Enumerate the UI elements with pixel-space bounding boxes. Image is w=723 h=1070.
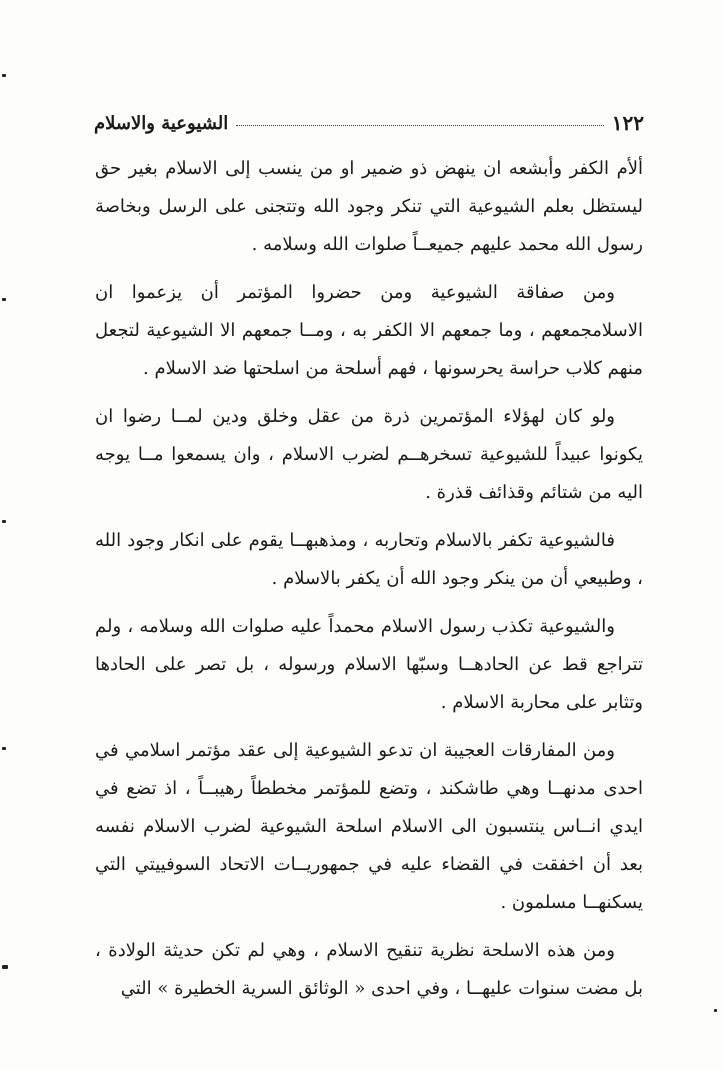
scan-mark bbox=[2, 747, 6, 750]
paragraph-6: ومن المفارقات العجيبة ان تدعو الشيوعية إلى عقد مؤتمر اسلامي في احدى مدنهــا وهي طاشكند ، وتضع للمؤتمر مخططاً رهيبــاً ، اذ تضع في ايدي انــاس ينتسبون الى الاسلام اسلحة الشيوعية لضرب الاسلام نفسه بعد أن اخفقت في القضاء عليه في جمهوريــات الاتحاد السوفييتي التي يسكنهــا مسلمون . bbox=[95, 740, 643, 913]
running-title: الشيوعية والاسلام bbox=[94, 112, 229, 134]
header-dotted-leader bbox=[236, 125, 603, 126]
paragraph-1: ألأم الكفر وأبشعه ان ينهض ذو ضمير او من ينسب إلى الاسلام بغير حق ليستظل بعلم الشيوعية التي تنكر وجود الله وتتجنى على الرسل وبخاصة رسول الله محمد عليهم جميعــاً صلوات الله وسلامه . bbox=[95, 158, 643, 255]
paragraph-2: ومن صفاقة الشيوعية ومن حضروا المؤتمر أن يزعموا ان الاسلامجمعهم ، وما جمعهم الا الكفر به ، ومــا جمعهم الا الشيوعية لتجعل منهم كلاب حراسة يحرسونها ، فهم أسلحة من اسلحتها ضد الاسلام . bbox=[95, 282, 643, 379]
scan-mark bbox=[2, 298, 6, 301]
scan-mark bbox=[2, 965, 8, 969]
page-body bbox=[95, 150, 643, 1018]
scan-mark bbox=[2, 520, 6, 523]
paragraph-3: ولو كان لهؤلاء المؤتمرين ذرة من عقل وخلق ودين لمــا رضوا ان يكونوا عبيداً للشيوعية تسخرهــم لضرب الاسلام ، وان يسمعوا مــا يوجه اليه من شتائم وقذائف قذرة . bbox=[95, 406, 643, 503]
paragraph-5: والشيوعية تكذب رسول الاسلام محمداً عليه صلوات الله وسلامه ، ولم تتراجع قط عن الحادهــا وسبّها الاسلام ورسوله ، بل تصر على الحادها وتثابر على محاربة الاسلام . bbox=[95, 616, 643, 713]
scan-mark bbox=[2, 74, 6, 77]
scan-mark bbox=[714, 1009, 717, 1012]
page-number: ١٢٢ bbox=[611, 111, 644, 135]
paragraph-4: فالشيوعية تكفر بالاسلام وتحاربه ، ومذهبهــا يقوم على انكار وجود الله ، وطبيعي أن من ينكر وجود الله أن يكفر بالاسلام . bbox=[95, 530, 643, 589]
paragraph-7: ومن هذه الاسلحة نظرية تنقيح الاسلام ، وهي لم تكن حديثة الولادة ، بل مضت سنوات عليهــا ، وفي احدى « الوثائق السرية الخطيرة » التي bbox=[95, 940, 643, 999]
page-header bbox=[94, 108, 644, 138]
